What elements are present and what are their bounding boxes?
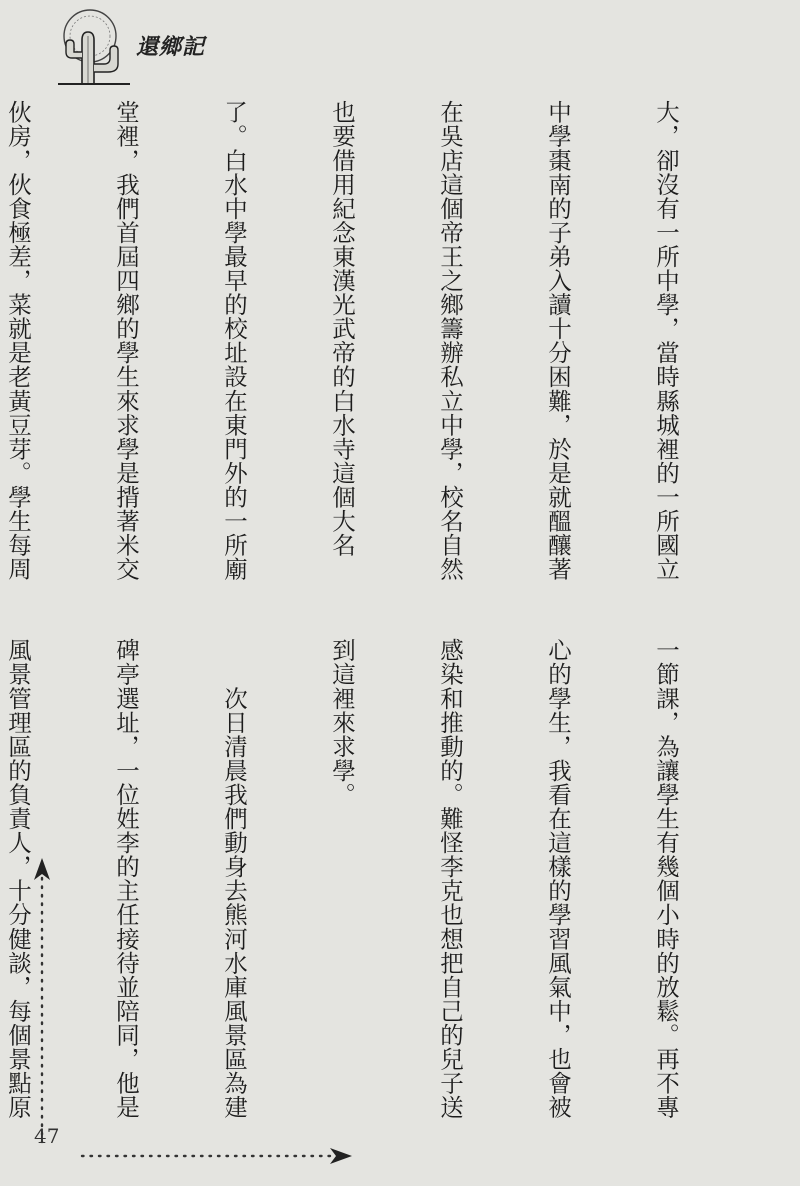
- text-column: 了。白水中學最早的校址設在東門外的一所廟: [220, 100, 248, 581]
- text-column: 到這裡來求學。: [328, 638, 356, 807]
- text-column: 中學棗南的子弟入讀十分困難，於是就醞釀著: [544, 100, 572, 581]
- page-title: 還鄉記: [136, 35, 206, 60]
- text-column: 心的學生，我看在這樣的學習風氣中，也會被: [544, 638, 572, 1119]
- text-column: 風景管理區的負責人，十分健談，每個景點原: [4, 638, 32, 1119]
- arrow-up-icon: [34, 858, 50, 880]
- text-column: 在吳店這個帝王之鄉籌辦私立中學，校名自然: [436, 100, 464, 581]
- page-number: 47: [34, 1124, 60, 1148]
- arrow-right-icon: [330, 1148, 352, 1164]
- text-column: 堂裡，我們首屆四鄉的學生來求學是揹著米交: [112, 100, 140, 581]
- text-column: 碑亭選址，一位姓李的主任接待並陪同，他是: [112, 638, 140, 1119]
- text-column: 伙房，伙食極差，菜就是老黃豆芽。學生每周: [4, 100, 32, 581]
- text-column: 次日清晨我們動身去熊河水庫風景區為建: [220, 638, 248, 1119]
- text-column: 也要借用紀念東漢光武帝的白水寺這個大名: [328, 100, 356, 557]
- text-column: 感染和推動的。難怪李克也想把自己的兒子送: [436, 638, 464, 1119]
- text-column: 一節課，為讓學生有幾個小時的放鬆。再不專: [652, 638, 680, 1119]
- text-column: 大，卻沒有一所中學，當時縣城裡的一所國立: [652, 100, 680, 581]
